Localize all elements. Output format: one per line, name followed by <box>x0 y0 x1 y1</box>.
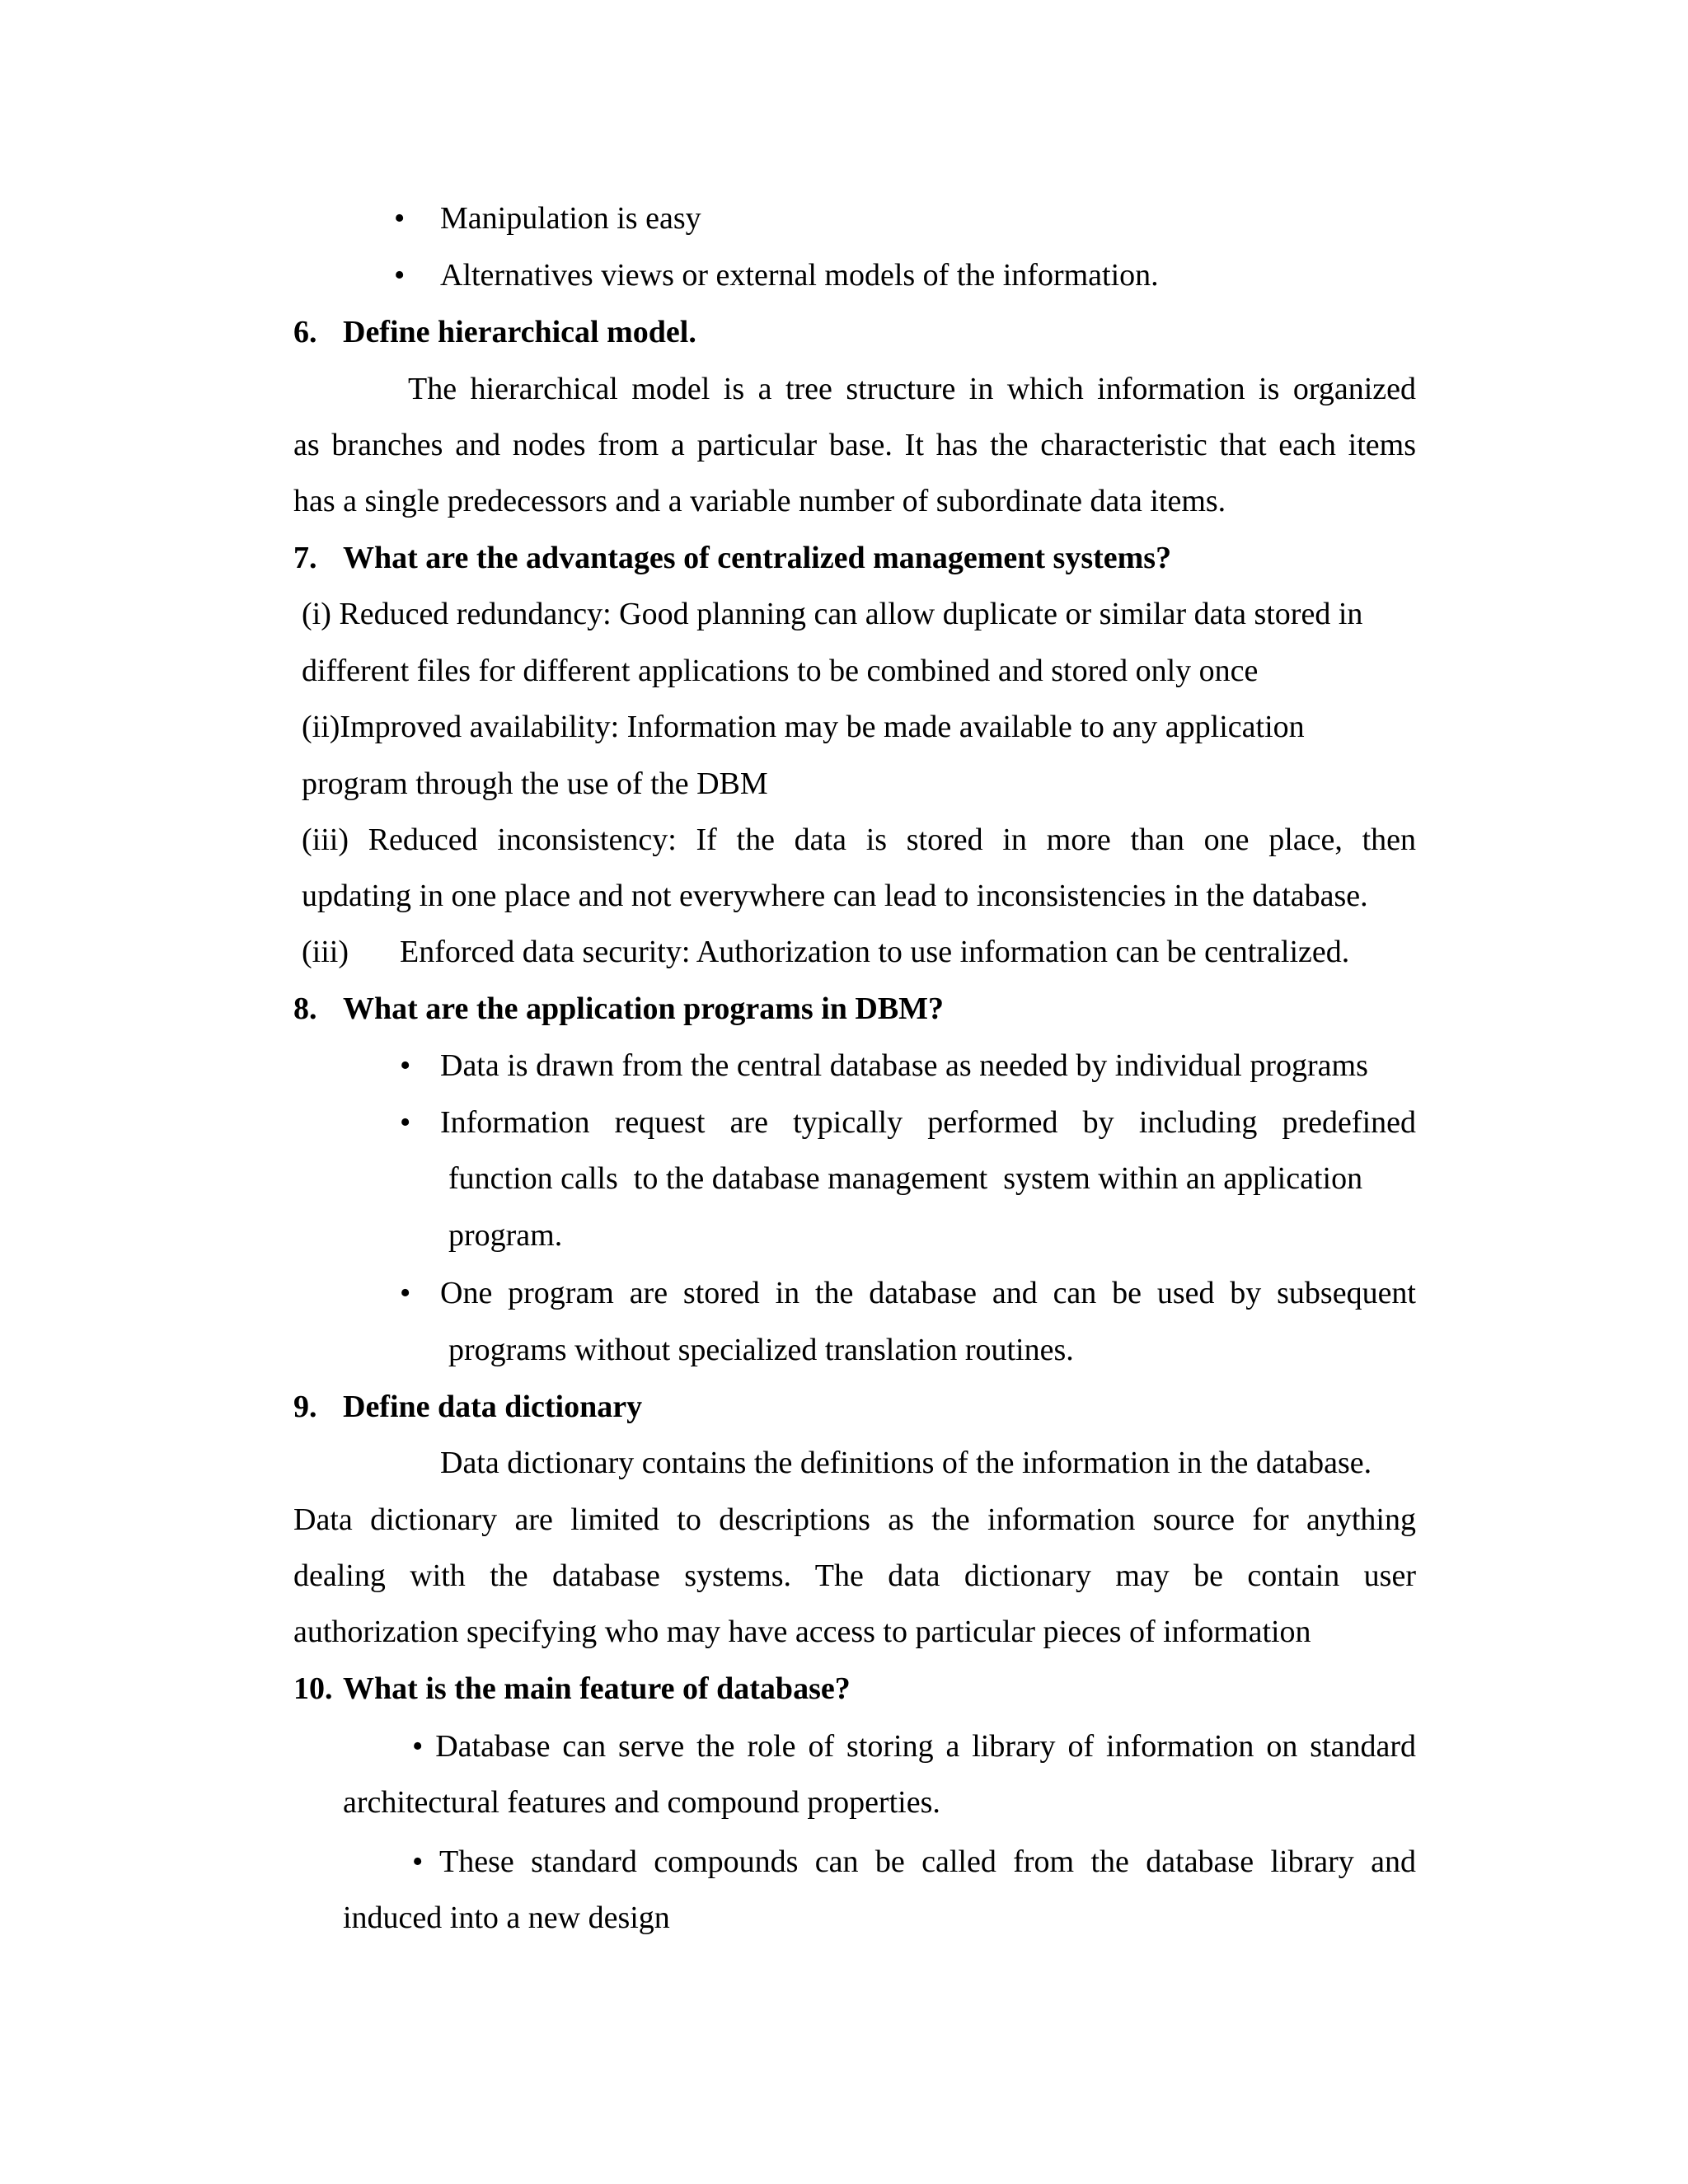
paragraph-line: (ii)Improved availability: Information may be made available to any application <box>302 710 1305 744</box>
question-number: 8. <box>293 991 317 1026</box>
question-title: Define data dictionary <box>343 1390 643 1424</box>
list-item: One program are stored in the database and can be used by subsequent <box>440 1276 1416 1310</box>
paragraph-line: The hierarchical model is a tree structure in which information is organized <box>408 372 1416 406</box>
paragraph-line: updating in one place and not everywhere can lead to inconsistencies in the database. <box>302 879 1368 913</box>
bullet-icon: • <box>400 1276 411 1310</box>
bullet-icon: • <box>400 1105 411 1140</box>
list-marker: (iii) <box>302 935 349 969</box>
paragraph-line: has a single predecessors and a variable number of subordinate data items. <box>293 484 1226 518</box>
list-item-continuation: program. <box>448 1218 563 1253</box>
question-number: 9. <box>293 1390 317 1424</box>
bullet-icon: • <box>400 1048 411 1083</box>
list-item: Data is drawn from the central database as needed by individual programs <box>440 1048 1368 1083</box>
paragraph-line: authorization specifying who may have access to particular pieces of information <box>293 1615 1311 1649</box>
list-item: Manipulation is easy <box>440 201 701 236</box>
paragraph-line: Data dictionary contains the definitions of the information in the database. <box>440 1446 1372 1480</box>
list-item: • Database can serve the role of storing a library of information on standard <box>412 1729 1416 1764</box>
paragraph-line: dealing with the database systems. The data dictionary may be contain user <box>293 1558 1416 1593</box>
paragraph-line: different files for different applications to be combined and stored only once <box>302 654 1259 688</box>
list-item-continuation: function calls to the database management system within an application <box>448 1161 1363 1196</box>
paragraph-line: Data dictionary are limited to descriptions as the information source for anything <box>293 1502 1416 1537</box>
question-title: What are the application programs in DBM? <box>343 991 945 1026</box>
list-item: • These standard compounds can be called from the database library and <box>412 1844 1416 1879</box>
paragraph-line: Enforced data security: Authorization to use information can be centralized. <box>400 935 1350 969</box>
paragraph-line: (iii) Reduced inconsistency: If the data is stored in more than one place, then <box>302 823 1416 857</box>
list-item-continuation: architectural features and compound properties. <box>343 1785 940 1820</box>
paragraph-line: (i) Reduced redundancy: Good planning can allow duplicate or similar data stored in <box>302 597 1363 631</box>
paragraph-line: program through the use of the DBM <box>302 766 768 801</box>
paragraph-line: as branches and nodes from a particular base. It has the characteristic that each items <box>293 428 1416 462</box>
list-item: Alternatives views or external models of the information. <box>440 258 1159 293</box>
list-item-continuation: programs without specialized translation routines. <box>448 1333 1074 1367</box>
bullet-icon: • <box>394 201 406 236</box>
question-title: What is the main feature of database? <box>343 1671 851 1706</box>
list-item-continuation: induced into a new design <box>343 1900 670 1935</box>
bullet-icon: • <box>394 258 406 293</box>
list-item: Information request are typically performed by including predefined <box>440 1105 1416 1140</box>
question-number: 7. <box>293 541 317 575</box>
question-title: What are the advantages of centralized management systems? <box>343 541 1172 575</box>
question-title: Define hierarchical model. <box>343 315 696 349</box>
question-number: 6. <box>293 315 317 349</box>
question-number: 10. <box>293 1671 333 1706</box>
